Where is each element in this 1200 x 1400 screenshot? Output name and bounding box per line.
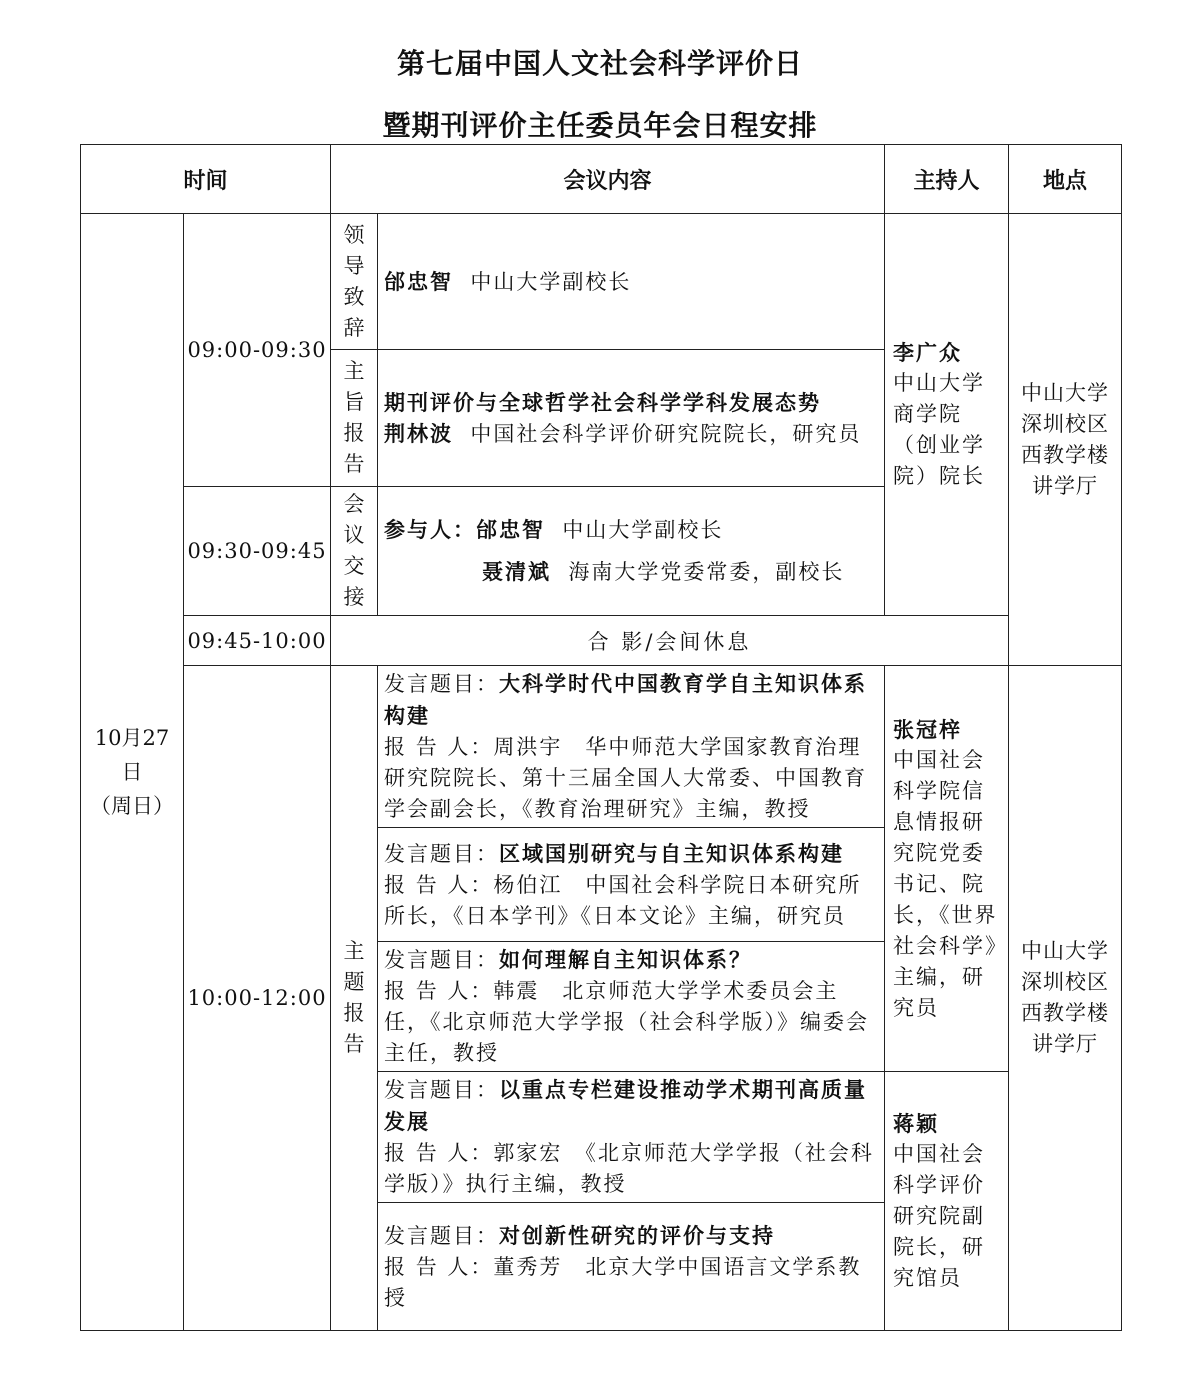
schedule-table [80,144,1122,1331]
host-theme-1: 张冠梓 中国社会科学院信息情报研究院党委书记、院长，《世界社会科学》主编，研究员 [885,666,1009,1072]
speaker-name: 荆林波 [384,420,454,446]
speaker-name: 邰忠智 [384,268,454,294]
talk-topic: 以重点专栏建设推动学术期刊高质量发展 [384,1077,868,1134]
page-title: 第七届中国人文社会科学评价日 [396,47,803,80]
talk-topic: 大科学时代中国教育学自主知识体系构建 [384,671,868,728]
speaker-role: 中山大学副校长 [562,518,724,542]
keynote-topic: 期刊评价与全球哲学社会科学学科发展态势 [384,389,822,415]
time-slot: 09:00-09:30 [184,214,331,487]
time-slot: 09:30-09:45 [184,487,331,616]
host-morning: 李广众 中山大学商学院（创业学院）院长 [885,214,1009,616]
header-time: 时间 [81,145,331,214]
place-theme: 中山大学深圳校区西教学楼讲学厅 [1009,666,1122,1331]
talk-reporter: 董秀芳 北京大学中国语言文学系教授 [384,1254,862,1310]
section-label-handover: 会 议 交 接 [331,487,378,616]
talk-item: 发言题目：大科学时代中国教育学自主知识体系构建 报 告 人：周洪宇 华中师范大学国家教育治理研究院院长、第十三届全国人大常委、中国教育学会副会长，《教育治理研究》主编，教授 [378,666,885,828]
break-cell: 合 影/会间休息 [331,616,1009,666]
header-content: 会议内容 [331,145,885,214]
speaker-name: 邰忠智 [476,517,546,542]
welcome-content [378,214,885,350]
table-row [81,214,1122,350]
header-host: 主持人 [885,145,1009,214]
table-row [81,666,1122,828]
section-label-keynote: 主 旨 报 告 [331,350,378,487]
talk-item: 发言题目：以重点专栏建设推动学术期刊高质量发展 报 告 人：郭家宏 《北京师范大学学报（社会科学版）》执行主编，教授 [378,1072,885,1203]
speaker-role: 中山大学副校长 [470,269,632,294]
section-label-welcome: 领 导 致 辞 [331,214,378,350]
host-theme-2: 蒋颖 中国社会科学评价研究院副院长，研究馆员 [885,1072,1009,1331]
time-slot: 10:00-12:00 [184,666,331,1331]
talk-topic: 如何理解自主知识体系？ [499,947,753,972]
talk-item: 发言题目：区域国别研究与自主知识体系构建 报 告 人：杨伯江 中国社会科学院日本研究所所长，《日本学刊》《日本文论》主编，研究员 [378,828,885,942]
table-header-row [81,145,1122,214]
handover-content: 参与人：邰忠智 中山大学副校长 聂清斌 海南大学党委常委，副校长 [378,487,885,616]
talk-reporter: 郭家宏 《北京师范大学学报（社会科学版）》执行主编，教授 [384,1141,874,1196]
talk-topic: 区域国别研究与自主知识体系构建 [499,840,845,866]
place-morning: 中山大学深圳校区西教学楼讲学厅 [1009,214,1122,666]
talk-item: 发言题目：对创新性研究的评价与支持 报 告 人：董秀芳 北京大学中国语言文学系教授 [378,1203,885,1331]
talk-topic: 对创新性研究的评价与支持 [499,1222,776,1248]
section-label-theme: 主 题 报 告 [331,666,378,1331]
speaker-role: 海南大学党委常委，副校长 [568,560,845,584]
time-slot: 09:45-10:00 [184,616,331,666]
date-cell: 10月27 日 （周日） [81,214,184,1331]
talk-reporter: 杨伯江 中国社会科学院日本研究所所长，《日本学刊》《日本文论》主编，研究员 [384,872,862,928]
talk-reporter: 周洪宇 华中师范大学国家教育治理研究院院长、第十三届全国人大常委、中国教育学会副会长，《教育治理研究》主编，教授 [384,735,868,821]
talk-item: 发言题目：如何理解自主知识体系？ 报 告 人：韩震 北京师范大学学术委员会主任，《北京师范大学学报（社会科学版）》编委会主任，教授 [378,942,885,1072]
page-subtitle: 暨期刊评价主任委员年会日程安排 [382,109,818,142]
keynote-content [378,350,885,487]
speaker-role: 中国社会科学评价研究院院长，研究员 [470,421,862,446]
table-row [81,616,1122,666]
speaker-name: 聂清斌 [482,559,552,584]
header-place: 地点 [1009,145,1122,214]
talk-reporter: 韩震 北京师范大学学术委员会主任，《北京师范大学学报（社会科学版）》编委会主任，教授 [384,979,870,1065]
